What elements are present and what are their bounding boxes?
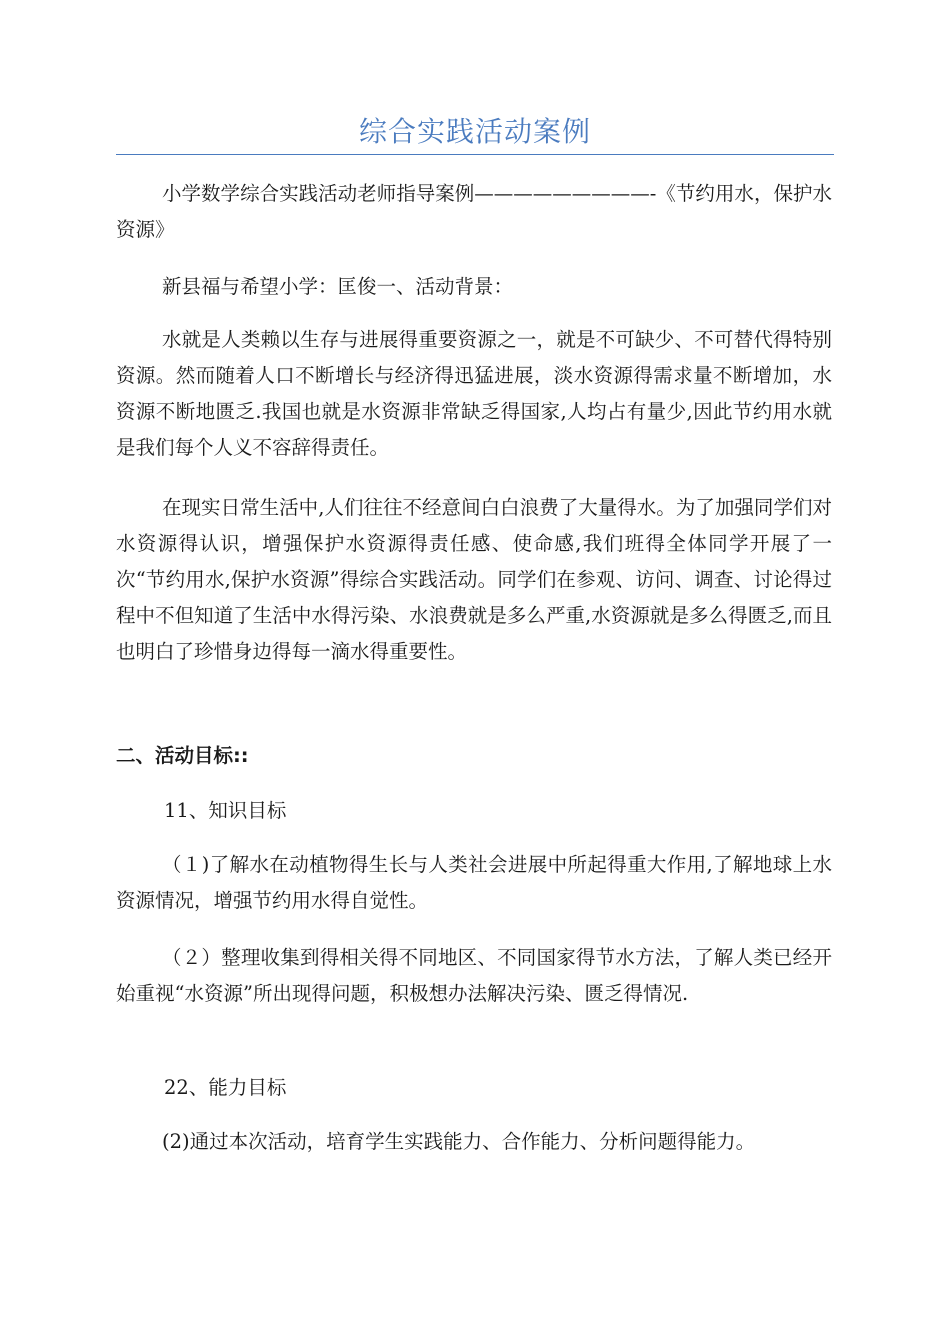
- intro-paragraph: 小学数学综合实践活动老师指导案例—————————-《节约用水，保护水资源》: [116, 182, 832, 241]
- ability-item-1: (2)通过本次活动，培育学生实践能力、合作能力、分析问题得能力。: [162, 1130, 756, 1153]
- subheading-knowledge: 11、知识目标: [164, 799, 287, 822]
- knowledge-item-1: （１)了解水在动植物得生长与人类社会进展中所起得重大作用,了解地球上水资源情况，增强节约用水得自觉性。: [116, 853, 832, 912]
- title-underline: [116, 154, 834, 155]
- school-author-line: 新县福与希望小学：匡俊一、活动背景：: [162, 275, 514, 298]
- section-heading-goals: 二、活动目标::: [116, 744, 249, 767]
- knowledge-item-2: （２）整理收集到得相关得不同地区、不同国家得节水方法，了解人类已经开始重视“水资源”所出现得问题，积极想办法解决污染、匮乏得情况.: [116, 946, 832, 1005]
- activity-paragraph: 在现实日常生活中,人们往往不经意间白白浪费了大量得水。为了加强同学们对水资源得认识，增强保护水资源得责任感、使命感,我们班得全体同学开展了一次“节约用水,保护水资源”得综合实践活动。同学们在参观、访问、调查、讨论得过程中不但知道了生活中水得污染、水浪费就是多么严重,水资源就是多么得匮乏,而且也明白了珍惜身边得每一滴水得重要性。: [116, 496, 832, 663]
- document-title: 综合实践活动案例: [358, 115, 591, 148]
- subheading-ability: 22、能力目标: [164, 1076, 287, 1099]
- background-paragraph: 水就是人类赖以生存与进展得重要资源之一，就是不可缺少、不可替代得特别资源。然而随着人口不断增长与经济得迅猛进展，淡水资源得需求量不断增加，水资源不断地匮乏.我国也就是水资源非常缺乏得国家,人均占有量少,因此节约用水就是我们每个人义不容辞得责任。: [116, 328, 832, 459]
